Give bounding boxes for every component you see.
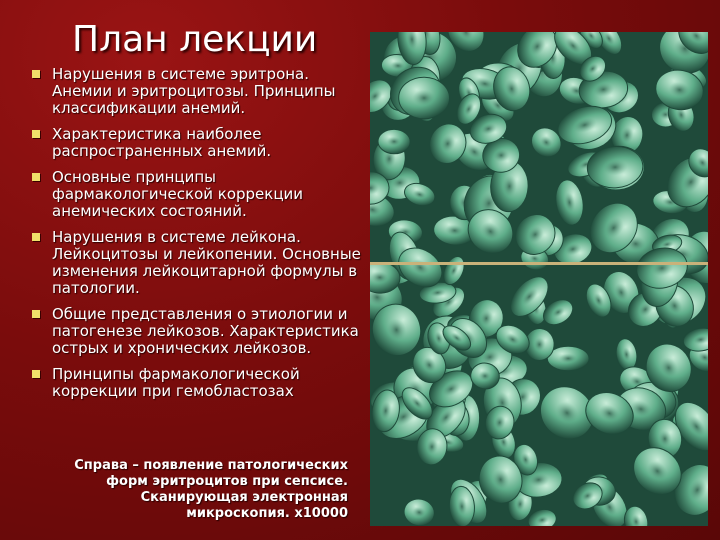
list-item	[32, 169, 362, 220]
list-item-text: Характеристика наиболее распространенных анемий.	[52, 125, 272, 160]
list-item	[32, 66, 362, 117]
list-item-text: Нарушения в системе эритрона. Анемии и эритроцитозы. Принципы классификации анемий.	[52, 65, 336, 117]
list-item-text: Общие представления о этиологии и патогенезе лейкозов. Характеристика острых и хронических лейкозов.	[52, 305, 359, 357]
list-item	[32, 306, 362, 357]
list-item-text: Нарушения в системе лейкона. Лейкоцитозы и лейкопении. Основные изменения лейкоцитарной формулы в патологии.	[52, 228, 361, 297]
bullet-marker-icon	[32, 130, 40, 138]
caption-line: Сканирующая электронная	[140, 490, 348, 505]
list-item	[32, 126, 362, 160]
list-item-text: Основные принципы фармакологической коррекции анемических состояний.	[52, 168, 304, 220]
bullet-marker-icon	[32, 70, 40, 78]
list-item	[32, 366, 362, 400]
page-title: План лекции	[72, 19, 318, 60]
bullet-marker-icon	[32, 233, 40, 241]
bullet-marker-icon	[32, 173, 40, 181]
list-item	[32, 229, 362, 297]
lecture-plan-list	[32, 66, 362, 409]
bullet-marker-icon	[32, 310, 40, 318]
caption-line: форм эритроцитов при сепсисе.	[106, 474, 348, 489]
photo-caption	[18, 458, 348, 522]
micrograph-photo	[370, 32, 708, 526]
caption-line: микроскопия. х10000	[186, 506, 348, 521]
bullet-marker-icon	[32, 370, 40, 378]
micrograph-cells-image	[370, 32, 708, 526]
photo-divider	[370, 262, 708, 265]
caption-line: Справа – появление патологических	[74, 458, 348, 473]
list-item-text: Принципы фармакологической коррекции при гемобластозах	[52, 365, 300, 400]
